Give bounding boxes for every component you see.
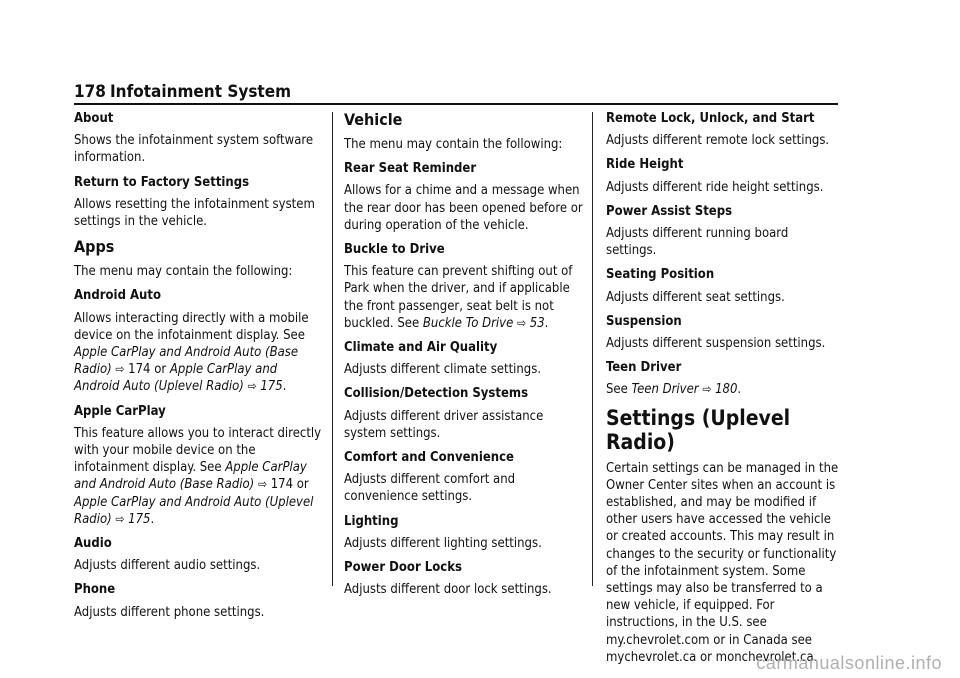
factory-heading: Return to Factory Settings — [74, 174, 250, 190]
remote-text: Adjusts different remote lock settings. — [606, 133, 830, 149]
buckle-page-53[interactable]: 53 — [529, 315, 545, 331]
teen-driver-heading: Teen Driver — [606, 360, 682, 376]
carplay-page-175[interactable]: 175 — [128, 511, 151, 527]
factory-text: Allows resetting the infotainment system settings in the vehicle. — [74, 196, 315, 230]
remote-heading: Remote Lock, Unlock, and Start — [606, 111, 815, 126]
apps-intro: The menu may contain the following: — [74, 264, 293, 280]
column-divider-1 — [332, 112, 333, 586]
ride-height-heading: Ride Height — [606, 157, 684, 173]
ride-height-text: Adjusts different ride height settings. — [606, 179, 824, 195]
buckle-end: . — [544, 315, 549, 331]
about-heading: About — [74, 111, 114, 126]
buckle-text-start: This feature can prevent shifting out of Park when the driver, and if applicable the front passenger, seat belt is not buckled. See — [344, 264, 573, 331]
comfort-heading: Comfort and Convenience — [344, 450, 514, 466]
climate-text: Adjusts different climate settings. — [344, 362, 542, 378]
vehicle-heading: Vehicle — [344, 110, 403, 129]
android-end: . — [282, 379, 287, 395]
android-text — [74, 310, 324, 396]
assist-steps-text: Adjusts different running board settings. — [606, 226, 789, 259]
column-3 — [606, 110, 842, 673]
carplay-link-uplevel-radio[interactable]: Apple CarPlay and Android Auto (Uplevel Radio) — [74, 494, 314, 527]
rear-seat-text: Allows for a chime and a message when the rear door has been opened before or during operation of the vehicle. — [344, 183, 583, 233]
page-ref-arrow-icon: ⇨ — [247, 379, 257, 394]
page-header — [74, 82, 838, 104]
page-ref-arrow-icon: ⇨ — [257, 477, 267, 492]
carplay-text-start: This feature allows you to interact directly with your mobile device on the infotainment display. See — [74, 425, 322, 476]
page-ref-arrow-icon: ⇨ — [517, 315, 527, 330]
seating-text: Adjusts different seat settings. — [606, 289, 785, 305]
buckle-text — [344, 263, 584, 332]
suspension-text: Adjusts different suspension settings. — [606, 336, 826, 352]
teen-end: . — [737, 382, 742, 398]
settings-uplevel-text: Certain settings can be managed in the Owner Center sites when an account is established, and may be modified if other users have accessed the vehicle or created accounts. This may result in changes to the security or functionality of the infotainment system. Some settings may also be transferred to a new vehicle, if equipped. For instructions, in the U.S. see my.chevrolet.com or in Canada see mychevrolet.ca or monchevrolet.ca. — [606, 460, 839, 665]
lighting-text: Adjusts different lighting settings. — [344, 535, 542, 551]
android-page-174[interactable]: 174 — [128, 362, 151, 378]
collision-heading: Collision/Detection Systems — [344, 386, 529, 402]
comfort-text: Adjusts different comfort and convenience settings. — [344, 472, 516, 505]
rear-seat-heading: Rear Seat Reminder — [344, 161, 477, 177]
teen-driver-text — [606, 381, 842, 398]
android-or: or — [150, 362, 170, 378]
phone-heading: Phone — [74, 582, 116, 598]
assist-steps-heading: Power Assist Steps — [606, 203, 733, 219]
door-locks-heading: Power Door Locks — [344, 560, 462, 576]
android-link-uplevel-radio[interactable]: Apple CarPlay and Android Auto (Uplevel Radio) — [74, 362, 278, 395]
door-locks-text: Adjusts different door lock settings. — [344, 582, 552, 598]
seating-heading: Seating Position — [606, 267, 715, 283]
audio-text: Adjusts different audio settings. — [74, 558, 261, 574]
apps-heading: Apps — [74, 237, 115, 257]
android-page-175[interactable]: 175 — [260, 379, 283, 395]
vehicle-intro: The menu may contain the following: — [344, 137, 563, 152]
teen-driver-link[interactable]: Teen Driver — [631, 382, 699, 398]
carplay-end: . — [150, 511, 155, 527]
carplay-page-174[interactable]: 174 — [270, 477, 294, 493]
lighting-heading: Lighting — [344, 513, 399, 529]
climate-heading: Climate and Air Quality — [344, 340, 498, 356]
page-number: 178 — [74, 82, 106, 102]
suspension-heading: Suspension — [606, 313, 682, 329]
column-1 — [74, 110, 324, 628]
column-divider-2 — [592, 112, 593, 586]
page-ref-arrow-icon: ⇨ — [702, 382, 712, 397]
buckle-link[interactable]: Buckle To Drive — [422, 315, 514, 331]
settings-uplevel-heading: Settings (Uplevel Radio) — [606, 405, 791, 454]
teen-page-180[interactable]: 180 — [715, 382, 738, 398]
android-heading: Android Auto — [74, 288, 162, 304]
page-ref-arrow-icon: ⇨ — [115, 511, 125, 526]
buckle-heading: Buckle to Drive — [344, 242, 445, 258]
about-text: Shows the infotainment system software information. — [74, 133, 314, 166]
phone-text: Adjusts different phone settings. — [74, 604, 265, 620]
android-link-base-radio[interactable]: Apple CarPlay and Android Auto (Base Radio) — [74, 345, 299, 378]
teen-see: See — [606, 382, 632, 398]
android-text-start: Allows interacting directly with a mobile device on the infotainment display. See — [74, 310, 309, 343]
carplay-text — [74, 425, 324, 528]
header-rule — [74, 103, 838, 105]
carplay-link-base-radio[interactable]: Apple CarPlay and Android Auto (Base Radio) — [74, 460, 307, 493]
audio-heading: Audio — [74, 536, 112, 552]
carplay-or: or — [293, 477, 309, 493]
collision-text: Adjusts different driver assistance system settings. — [344, 408, 544, 441]
column-2 — [344, 110, 584, 605]
section-title: Infotainment System — [110, 82, 292, 102]
page-ref-arrow-icon: ⇨ — [115, 362, 125, 377]
watermark: carmanualsonline.info — [756, 653, 942, 673]
carplay-heading: Apple CarPlay — [74, 403, 166, 419]
